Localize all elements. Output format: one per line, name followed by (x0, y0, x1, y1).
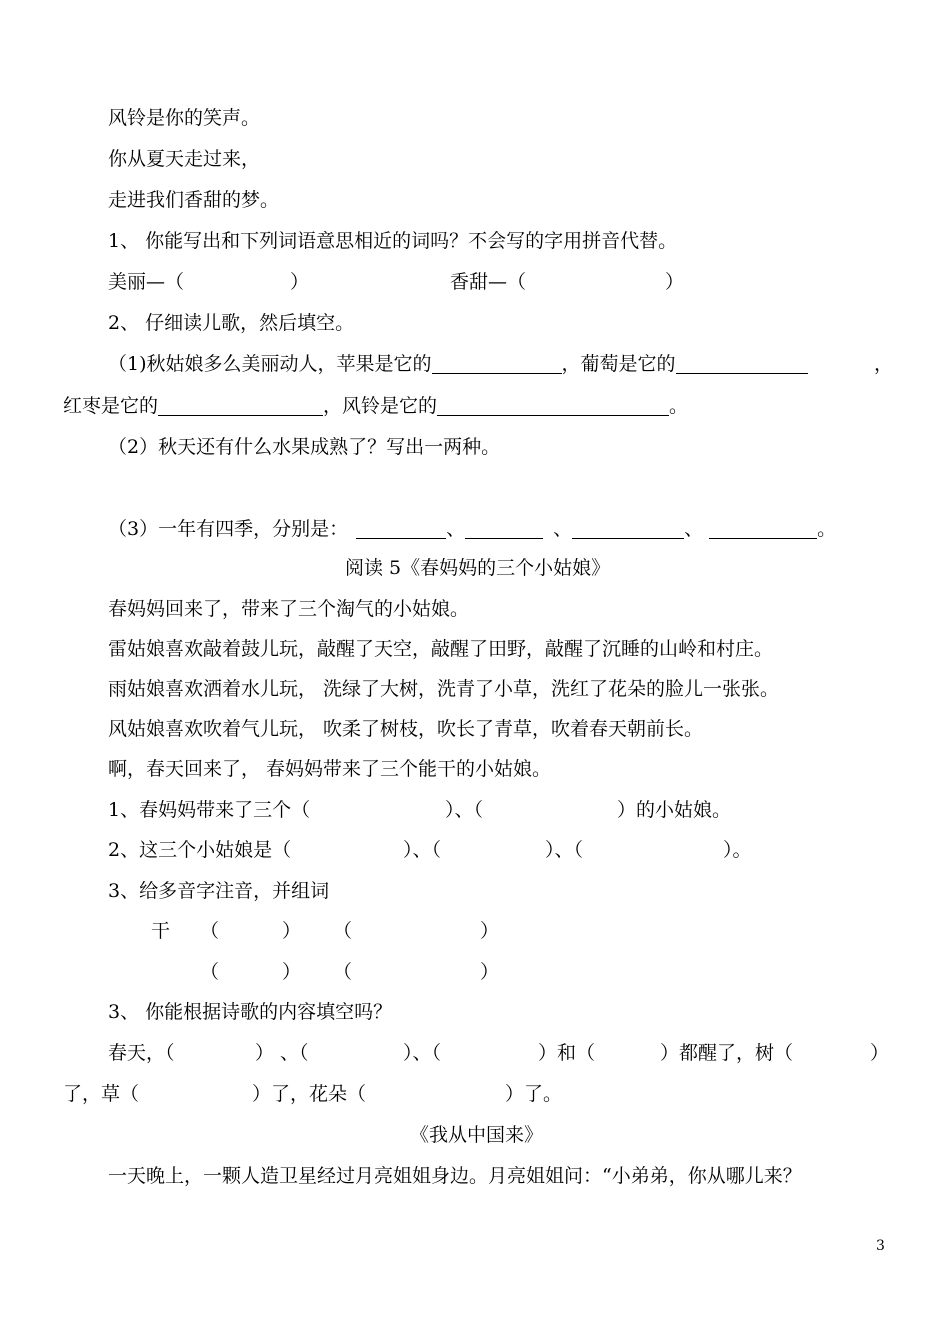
answer-blank[interactable] (465, 520, 543, 539)
r5-q4-a1: ） 、（ (255, 1042, 309, 1064)
poem-line: 风铃是你的笑声。 (108, 107, 261, 129)
synonym-right-open: 香甜—（ (450, 271, 527, 293)
q2-p1-text: 。 (669, 395, 689, 417)
bracket-close: ） (282, 961, 302, 983)
separator: 、 (446, 518, 466, 540)
r5-q4-b0: 了，草（ (63, 1083, 140, 1105)
q2-p1-text: ，葡萄是它的 (561, 353, 676, 375)
polyphone-char: 干 (151, 920, 171, 942)
q2-p1-text: ，风铃是它的 (323, 395, 438, 417)
question-2-part-1 (108, 352, 808, 376)
r5-q4-a3: ）和（ (538, 1042, 596, 1064)
story-line: 一天晚上，一颗人造卫星经过月亮姐姐身边。月亮姐姐问：“小弟弟，你从哪儿来？ (108, 1165, 802, 1187)
separator: 、 (553, 518, 573, 540)
page-number: 3 (876, 1238, 885, 1254)
r5-q4-a4: ）都醒了，树（ (660, 1042, 794, 1064)
reading-5-line: 雷姑娘喜欢敲着鼓儿玩，敲醒了天空，敲醒了田野，敲醒了沉睡的山岭和村庄。 (108, 638, 774, 660)
r5-q4-b1: ）了，花朵（ (252, 1083, 367, 1105)
q2-p3-text: （3）一年有四季，分别是： (108, 518, 349, 540)
question-2-part-3 (108, 517, 836, 541)
bracket-close: ） (480, 961, 500, 983)
poem-line: 走进我们香甜的梦。 (108, 189, 280, 211)
reading-5-line: 风姑娘喜欢吹着气儿玩， 吹柔了树枝，吹长了青草，吹着春天朝前长。 (108, 718, 704, 740)
r5-q1-b: ）、（ (445, 799, 484, 821)
synonym-left-open: 美丽—（ (108, 271, 185, 293)
answer-blank[interactable] (709, 520, 817, 539)
question-2-part-2: （2）秋天还有什么水果成熟了？写出一两种。 (108, 436, 501, 458)
answer-blank[interactable] (437, 397, 669, 416)
q2-comma: ， (874, 353, 894, 375)
q2-p1-text: 红枣是它的 (63, 395, 159, 417)
reading-5-line: 啊，春天回来了， 春妈妈带来了三个能干的小姑娘。 (108, 758, 552, 780)
bracket-open: （ (333, 961, 353, 983)
r5-q1-c: ）的小姑娘。 (617, 799, 732, 821)
r5-q1-a: 1、春妈妈带来了三个（ (108, 799, 311, 821)
bracket-open: （ (333, 920, 353, 942)
r5-q2-c: ）、（ (545, 839, 584, 861)
bracket-open: （ (200, 961, 220, 983)
answer-blank[interactable] (572, 520, 684, 539)
answer-blank[interactable] (676, 355, 808, 374)
reading-5-line: 雨姑娘喜欢洒着水儿玩， 洗绿了大树，洗青了小草，洗红了花朵的脸儿一张张。 (108, 678, 780, 700)
synonym-left-close: ） (290, 271, 310, 293)
r5-q2-a: 2、这三个小姑娘是（ (108, 839, 292, 861)
poem-line: 你从夏天走过来， (108, 148, 261, 170)
bracket-close: ） (282, 920, 302, 942)
question-1: 1、 你能写出和下列词语意思相近的词吗？不会写的字用拼音代替。 (108, 230, 678, 252)
question-2: 2、 仔细读儿歌，然后填空。 (108, 312, 355, 334)
answer-blank[interactable] (356, 520, 446, 539)
q2-p1-text: （1)秋姑娘多么美丽动人，苹果是它的 (108, 353, 432, 375)
r5-q4-b2: ）了。 (505, 1083, 563, 1105)
separator: 。 (817, 518, 837, 540)
answer-blank[interactable] (432, 355, 562, 374)
answer-blank[interactable] (158, 397, 323, 416)
bracket-open: （ (200, 920, 220, 942)
r5-q2-b: ）、（ (403, 839, 442, 861)
r5-q4-a0: 春天，（ (108, 1042, 175, 1064)
reading-5-line: 春妈妈回来了，带来了三个淘气的小姑娘。 (108, 598, 470, 620)
reading-5-title: 阅读 5《春妈妈的三个小姑娘》 (345, 557, 611, 579)
r5-q2-d: ）。 (723, 839, 752, 861)
r5-q4: 3、 你能根据诗歌的内容填空吗？ (108, 1001, 393, 1023)
story-title: 《我从中国来》 (410, 1124, 544, 1146)
r5-q3: 3、给多音字注音，并组词 (108, 880, 330, 902)
r5-q4-a5: ） (870, 1042, 890, 1064)
separator: 、 (684, 518, 704, 540)
r5-q4-a2: ）、（ (403, 1042, 442, 1064)
question-2-part-1-cont (63, 394, 688, 418)
synonym-right-close: ） (665, 271, 685, 293)
bracket-close: ） (480, 920, 500, 942)
